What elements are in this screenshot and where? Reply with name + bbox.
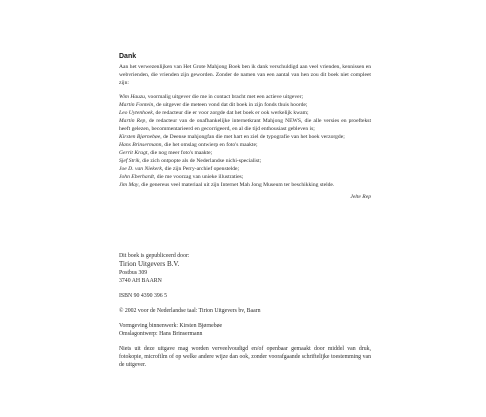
person-name: Martin Rep bbox=[119, 118, 146, 124]
person-name: Kirsten Bjørnebøe bbox=[119, 134, 161, 140]
list-item bbox=[119, 141, 371, 149]
rights-notice: Niets uit deze uitgave mag worden verveelvoudigd en/of openbaar gemaakt door middel van druk, fotokopie, microfilm of op welke andere wijze dan ook, zonder voorafgaande schriftelijke toestemming van de uitgever. bbox=[119, 346, 371, 368]
person-description: , de uitgever die meteen vond dat dit boek in zijn fonds thuis hoorde; bbox=[153, 102, 308, 108]
person-name: Gerrit Kragt bbox=[119, 150, 148, 156]
intro-paragraph: Aan het verwezenlijken van Het Grote Mahjong Boek ben ik dank verschuldigd aan veel vrienden, kennissen en webvrienden, die vrienden zijn geworden. Zonder de namen van een aantal van hen zou dit boek niet compleet zijn: bbox=[119, 64, 371, 86]
person-name: Joe D. van Niekerk bbox=[119, 166, 162, 172]
person-name: Jim May bbox=[119, 182, 139, 188]
person-description: , die me voorzag van unieke illustraties; bbox=[153, 174, 244, 180]
person-description: , de redacteur van de onafhankelijke internetkrant Mahjong NEWS, die alle versies en proeftekst heeft gelezen, becommentarieerd en gecorrigeerd, en al die tijd enthousiast gebleven is; bbox=[119, 118, 371, 132]
person-description: , de redacteur die er voor zorgde dat het boek er ook werkelijk kwam; bbox=[152, 110, 309, 116]
publisher-block bbox=[119, 252, 371, 285]
person-description: , die zich ontpopte als de Nederlandse nichi-specialist; bbox=[139, 158, 262, 164]
colophon-section bbox=[119, 252, 371, 376]
list-item bbox=[119, 149, 371, 157]
isbn-block bbox=[119, 292, 371, 300]
person-description: , voormalig uitgever die me in contact bracht met een actieve uitgever; bbox=[144, 94, 304, 100]
published-by-label: Dit boek is gepubliceerd door: bbox=[119, 253, 190, 259]
acknowledgements-section bbox=[119, 52, 371, 201]
list-item bbox=[119, 109, 371, 117]
person-description: , de Deense mahjongfan die met hart en ziel de typografie van het boek verzorgde; bbox=[160, 134, 345, 140]
list-item bbox=[119, 165, 371, 173]
publisher-city: 3740 AH BAARN bbox=[119, 278, 162, 284]
list-item bbox=[119, 133, 371, 141]
person-description: , die nog meer foto's maakte; bbox=[147, 150, 213, 156]
person-description: , die genereus veel materiaal uit zijn Internet Mah Jong Museum ter beschikking stelde. bbox=[138, 182, 335, 188]
person-name: John Eberhardt bbox=[119, 174, 154, 180]
interior-design-credit: Vormgeving binnenwerk: Kirsten Bjørnebøe bbox=[119, 323, 223, 329]
person-name: Martin Fontein bbox=[119, 102, 154, 108]
list-item bbox=[119, 93, 371, 101]
person-name: Sjef Strik bbox=[119, 158, 140, 164]
person-name: Leo Uytenhoek bbox=[119, 110, 153, 116]
list-item bbox=[119, 181, 371, 189]
person-name: Wim Hauzu bbox=[119, 94, 145, 100]
copyright-block bbox=[119, 307, 371, 315]
person-description: , die zijn Perry-archief openstelde; bbox=[161, 166, 240, 172]
section-heading: Dank bbox=[119, 53, 137, 60]
rights-block bbox=[119, 345, 371, 369]
person-description: , die het omslag ontwierp en foto's maakte; bbox=[161, 142, 258, 148]
publisher-postbus: Postbus 309 bbox=[119, 270, 148, 276]
list-item bbox=[119, 157, 371, 165]
list-item bbox=[119, 173, 371, 181]
author-signature: Jelte Rep bbox=[350, 194, 371, 200]
list-item bbox=[119, 101, 371, 109]
isbn-number: ISBN 90 4390 396 5 bbox=[119, 293, 167, 299]
thanks-list bbox=[119, 93, 371, 189]
cover-design-credit: Omslagontwerp: Hans Brinsermann bbox=[119, 331, 203, 337]
list-item bbox=[119, 117, 371, 133]
credits-block bbox=[119, 322, 371, 338]
copyright-line: © 2002 voor de Nederlandse taal: Tirion Uitgevers bv, Baarn bbox=[119, 308, 261, 314]
person-name: Hans Brinsermann bbox=[119, 142, 162, 148]
publisher-name: Tirion Uitgevers B.V. bbox=[119, 260, 180, 268]
